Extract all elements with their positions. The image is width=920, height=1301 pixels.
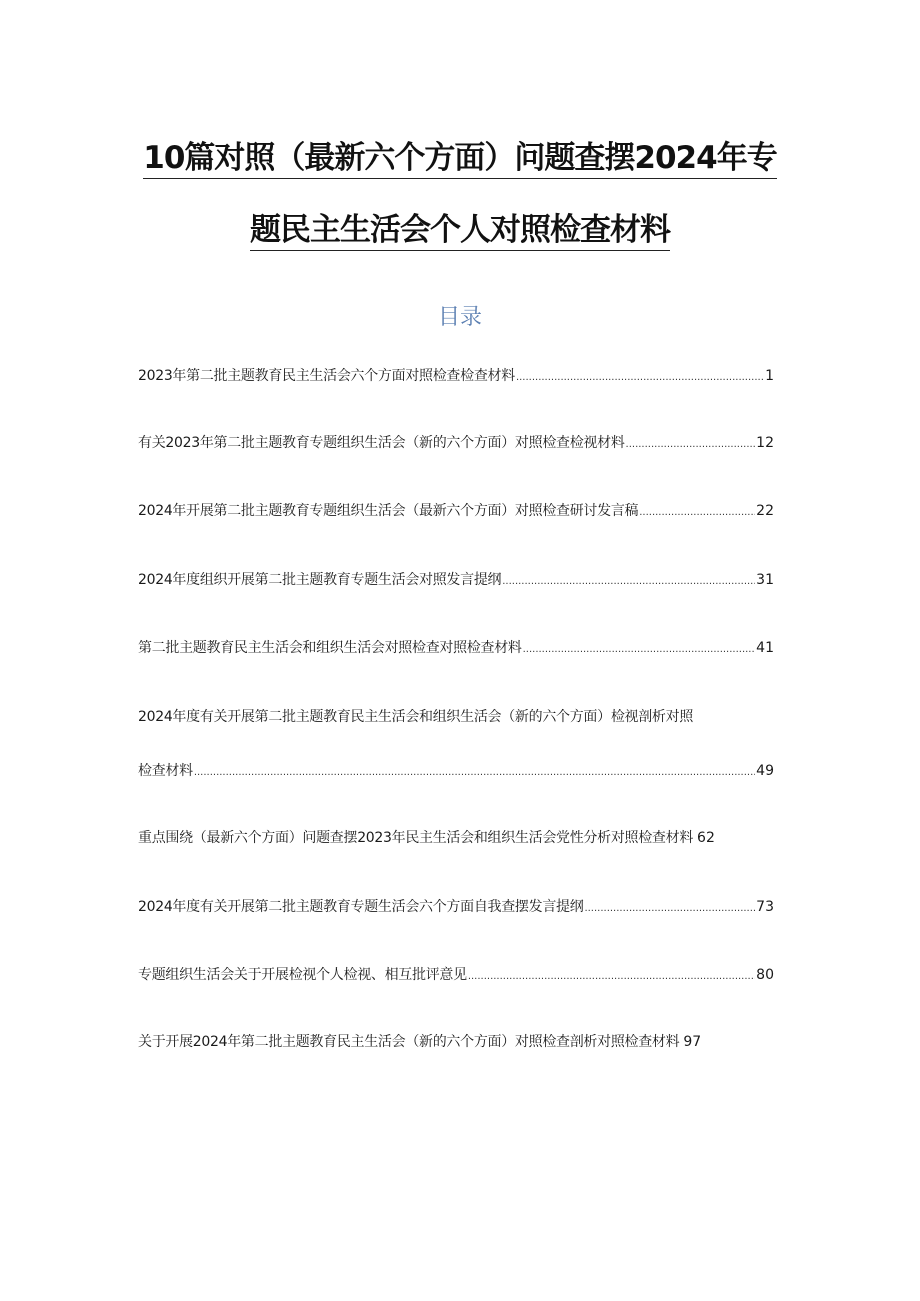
- toc-page-number: 62: [697, 830, 715, 846]
- toc-entry-text: 2023年第二批主题教育民主生活会六个方面对照检查检查材料: [138, 368, 515, 384]
- toc-entry-text: 检查材料: [138, 763, 193, 779]
- document-title-line-1: 10篇对照（最新六个方面）问题查摆2024年专: [0, 138, 920, 178]
- toc-leader-dots: [502, 572, 755, 592]
- toc-entry-10[interactable]: [138, 1032, 774, 1052]
- toc-page-number: 41: [756, 640, 774, 656]
- toc-leader-dots: [626, 435, 756, 455]
- toc-entry-text: 有关2023年第二批主题教育专题组织生活会（新的六个方面）对照检查检视材料: [138, 435, 625, 451]
- toc-entry-text: 专题组织生活会关于开展检视个人检视、相互批评意见: [138, 967, 467, 983]
- toc-page-number: 80: [756, 967, 774, 983]
- toc-entry-7[interactable]: [138, 828, 774, 848]
- toc-entry-text: 2024年度有关开展第二批主题教育专题生活会六个方面自我查摆发言提纲: [138, 899, 584, 915]
- toc-entry-5[interactable]: [138, 638, 774, 658]
- toc-entry-text: 第二批主题教育民主生活会和组织生活会对照检查对照检查材料: [138, 640, 522, 656]
- toc-entry-text: 关于开展2024年第二批主题教育民主生活会（新的六个方面）对照检查剖析对照检查材料: [138, 1034, 680, 1050]
- toc-entry-4[interactable]: [138, 570, 774, 590]
- toc-leader-dots: [468, 967, 755, 987]
- toc-entry-9[interactable]: [138, 965, 774, 985]
- toc-page-number: 22: [756, 503, 774, 519]
- toc-entry-6-continuation[interactable]: [138, 761, 774, 781]
- toc-entry-3[interactable]: [138, 501, 774, 521]
- toc-entry-text: 2024年度有关开展第二批主题教育民主生活会和组织生活会（新的六个方面）检视剖析对照: [138, 709, 694, 725]
- toc-page-number: 12: [756, 435, 774, 451]
- toc-heading: 目录: [437, 305, 482, 330]
- toc-entry-1[interactable]: [138, 366, 774, 386]
- toc-page-number: 73: [756, 899, 774, 915]
- toc-leader-dots: [523, 640, 756, 660]
- toc-entry-text: 重点围绕（最新六个方面）问题查摆2023年民主生活会和组织生活会党性分析对照检查材料: [138, 830, 694, 846]
- toc-page-number: 49: [756, 763, 774, 779]
- toc-leader-dots: [639, 503, 755, 523]
- toc-page-number: 97: [683, 1034, 702, 1050]
- toc-entry-text: 2024年开展第二批主题教育专题组织生活会（最新六个方面）对照检查研讨发言稿: [138, 503, 639, 519]
- toc-leader-dots: [584, 899, 755, 919]
- toc-leader-dots: [194, 763, 755, 783]
- toc-page-number: 1: [765, 368, 774, 384]
- toc-entry-2[interactable]: [138, 433, 774, 453]
- toc-leader-dots: [516, 368, 764, 388]
- toc-entry-8[interactable]: [138, 897, 774, 917]
- toc-entry-text: 2024年度组织开展第二批主题教育专题生活会对照发言提纲: [138, 572, 502, 588]
- toc-page-number: 31: [756, 572, 774, 588]
- toc-entry-6[interactable]: [138, 707, 774, 727]
- document-title-line-2: 题民主生活会个人对照检查材料: [0, 210, 920, 250]
